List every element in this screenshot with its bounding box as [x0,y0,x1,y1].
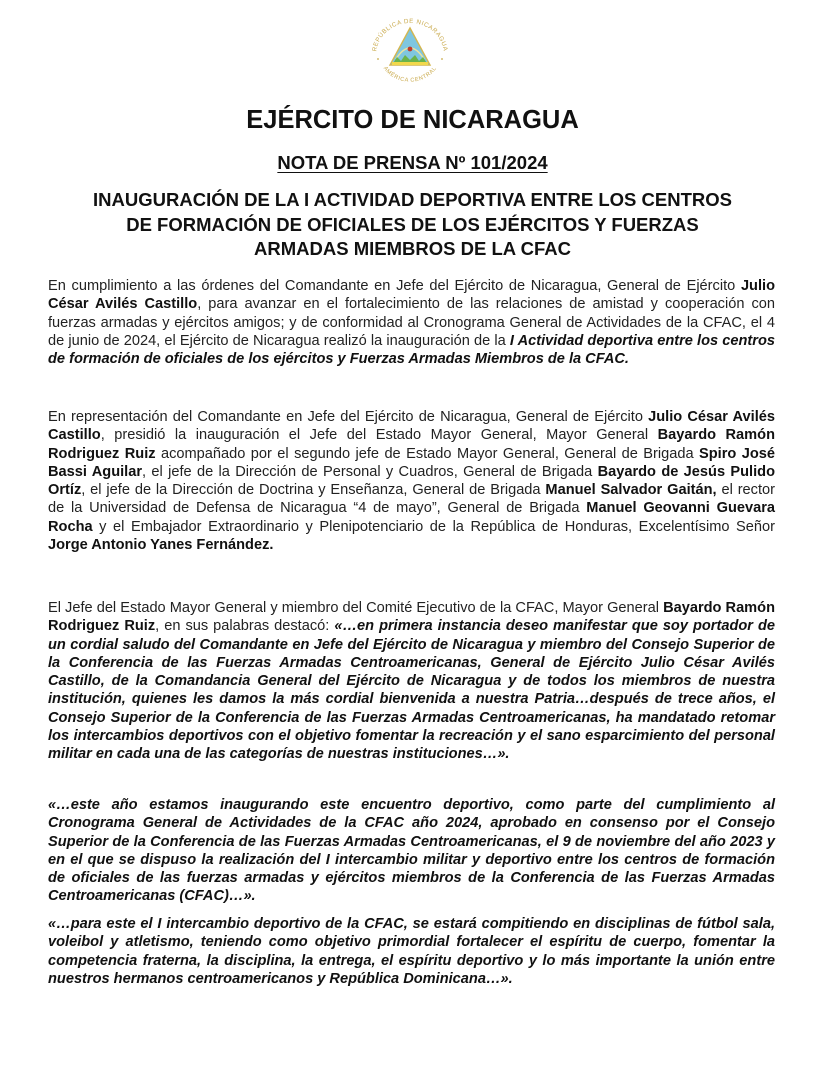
p1-activity-title: I Actividad deportiva entre los centros de formación de oficiales de los ejércitos y Fuerzas Armadas Miembros de la CFAC. [48,332,775,368]
p2-name: Jorge Antonio Yanes Fernández. [48,537,274,554]
paragraph-2 [48,408,775,554]
p4-quote: «…este año estamos inaugurando este encuentro deportivo, como parte del cumplimiento al Cronograma General de Actividades de la CFAC año 2024, aprobado en consenso por el Consejo Superior de la Conferencia de las Fuerzas Armadas Centroamericanas, el 9 de noviembre del año 2023 y en el que se dispuso la realización del I intercambio militar y deportivo entre los centros de formación de oficiales de las fuerzas armadas y ejércitos miembros de la Conferencia de las Fuerzas Armadas Centroamericanas (CFAC)…». [48,797,775,905]
p2-text: , el jefe de la Dirección de Personal y Cuadros, General de Brigada [142,463,598,480]
p1-name-commander: Julio César Avilés Castillo [48,278,775,313]
p3-text: , en sus palabras destacó: [155,618,335,635]
p1-text: , para avanzar en el fortalecimiento de las relaciones de amistad y cooperación con fuerzas armadas y ejércitos amigos; y de conformidad al Cronograma General de Actividades de la CFAC, el 4 de junio de 2024, el Ejército de Nicaragua realizó la inauguración de la [48,296,775,349]
paragraph-4-quote [48,796,775,906]
p2-text: el rector de la Universidad de Defensa de Nicaragua “4 de mayo”, General de Brigada [48,482,775,517]
p3-name: Bayardo Ramón Rodriguez Ruiz [48,600,775,635]
p1-text: En cumplimiento a las órdenes del Comandante en Jefe del Ejército de Nicaragua, General de Ejército [48,278,741,294]
svg-text:AMÉRICA CENTRAL: AMÉRICA CENTRAL [381,65,439,84]
p2-text: y el Embajador Extraordinario y Plenipotenciario de la República de Honduras, Excelentísimo Señor [92,518,775,535]
p3-quote: «…en primera instancia deseo manifestar que soy portador de un cordial saludo del Comandante en Jefe del Ejército de Nicaragua y miembro del Consejo Superior de la Conferencia de las Fuerzas Armadas Centroamericanas, General de Ejército Julio César Avilés Castillo, de la Comandancia General del Ejército de Nicaragua y de todos los miembros de nuestra institución, quienes les damos la más cordial bienvenida a nuestra Patria…después de trece años, el Consejo Superior de la Conferencia de las Fuerzas Armadas Centroamericanas, ha mandatado retomar los intercambios deportivos con el objetivo fomentar la recreación y el sano esparcimiento del personal militar en cada una de las categorías de nuestras instituciones…». [48,618,775,763]
p2-name: Bayardo de Jesús Pulido Ortíz [48,463,775,499]
svg-text:REPÚBLICA DE NICARAGUA: REPÚBLICA DE NICARAGUA [371,17,449,53]
p2-text: , presidió la inauguración el Jefe del Estado Mayor General, Mayor General [100,427,658,444]
headline: INAUGURACIÓN DE LA I ACTIVIDAD DEPORTIVA ENTRE LOS CENTROS DE FORMACIÓN DE OFICIALES DE LOS EJÉRCITOS Y FUERZAS ARMADAS MIEMBROS DE LA CFAC [93,189,732,259]
press-note-number: NOTA DE PRENSA Nº 101/2024 [277,152,548,173]
p2-name: Spiro José Bassi Aguilar [48,445,775,480]
p2-text: acompañado por el segundo jefe de Estado Mayor General, General de Brigada [155,445,700,462]
p2-text: , el jefe de la Dirección de Doctrina y Enseñanza, General de Brigada [81,482,546,499]
organization-title: EJÉRCITO DE NICARAGUA [246,106,579,134]
p5-quote: «…para este el I intercambio deportivo de la CFAC, se estará compitiendo en disciplinas de fútbol sala, voleibol y atletismo, teniendo como objetivo primordial fortalecer el espíritu de cuerpo, fomentar la competencia fraterna, la disciplina, la entrega, el espíritu deportivo y lo más importante la unión entre nuestros hermanos centroamericanos y República Dominicana…». [48,916,775,987]
paragraph-5-quote [48,915,775,988]
p2-name: Julio César Avilés Castillo [48,409,775,444]
nicaragua-coat-of-arms-logo [364,15,456,91]
paragraph-3 [48,599,775,764]
p2-name: Bayardo Ramón Rodriguez Ruiz [48,427,775,462]
p2-name: Manuel Salvador Gaitán, [545,482,717,499]
p3-text: El Jefe del Estado Mayor General y miembro del Comité Ejecutivo de la CFAC, Mayor General [48,600,664,616]
p2-text: En representación del Comandante en Jefe del Ejército de Nicaragua, General de Ejército [48,409,649,425]
coat-of-arms-seal-icon [364,15,456,91]
paragraph-1 [48,277,775,368]
p2-name: Manuel Geovanni Guevara Rocha [48,500,776,535]
